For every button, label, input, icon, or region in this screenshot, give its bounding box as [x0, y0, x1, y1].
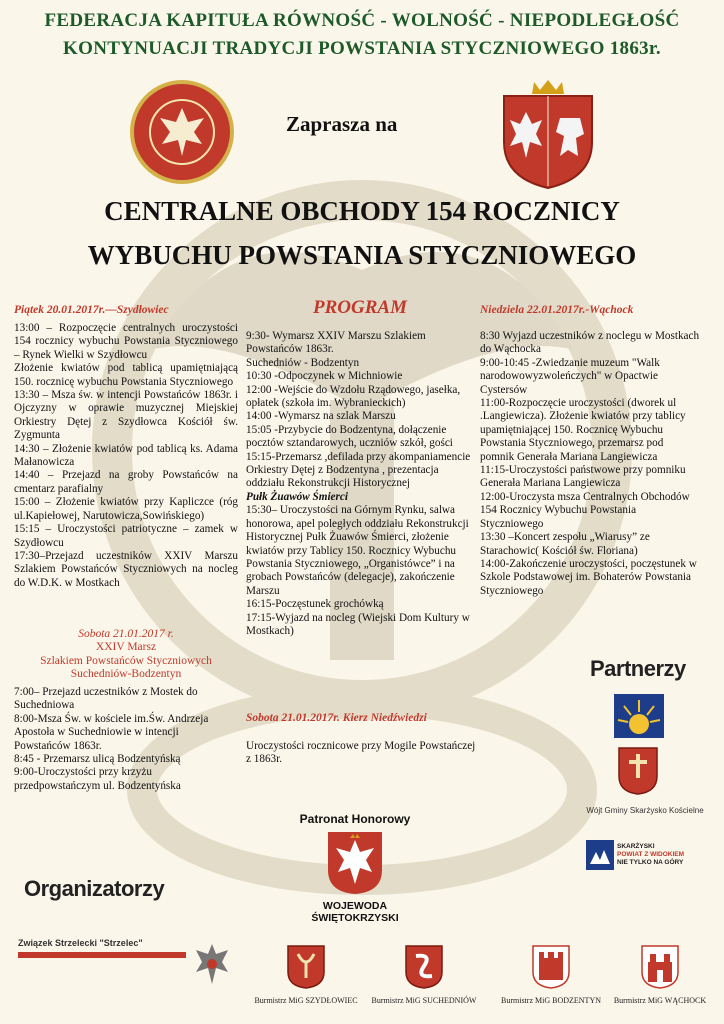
wachock-crest — [640, 944, 680, 990]
schedule-entry: 9:30- Wymarsz XXIV Marszu Szlakiem Powstańców 1863r. — [246, 330, 426, 356]
szydlowiec-crest — [286, 944, 326, 990]
saturday-date: Sobota 21.01.2017 r. — [78, 628, 174, 640]
march-route: Suchedniów-Bodzentyn — [70, 668, 182, 681]
schedule-entry: 12:00 -Wejście do Wzdołu Rządowego, jasełka, opłatek (szkoła im. Wybranieckich) — [246, 383, 461, 410]
schedule-entry: 8:00-Msza Św. w kościele im.Św. Andrzeja Apostoła w Suchedniowie w intencji Powstańców 1863r. — [14, 712, 209, 752]
federation-badge-logo — [128, 78, 236, 186]
partner-sunburst-logo — [614, 694, 664, 738]
burmistrz-caption: Burmistrz MiG BODZENTYN — [501, 996, 601, 1005]
schedule-entry: 11:15-Uroczystości państwowe przy pomniku Generała Mariana Langiewicza — [480, 464, 686, 490]
schedule-entry: 10:30 -Odpoczynek w Michniowie — [246, 370, 403, 383]
march-schedule — [246, 330, 476, 638]
voivode-eagle-shield — [326, 830, 384, 896]
partners-label: Partnerzy — [590, 656, 686, 681]
schedule-entry: 12:00-Uroczysta msza Centralnych Obchodów 154 Rocznicy Wybuchu Powstania Styczniowego — [480, 490, 690, 530]
schedule-entry: 15:00 – Złożenie kwiatów przy Kapliczce (róg ul.Kapiełowej, Narutowicza,Sowińskiego) — [14, 496, 238, 522]
schedule-entry: 15:15 – Uroczystości patriotyczne – zamek w Szydłowcu — [14, 523, 238, 549]
main-title-line-2: WYBUCHU POWSTANIA STYCZNIOWEGO — [87, 240, 637, 270]
main-title-line-1: CENTRALNE OBCHODY 154 ROCZNICY — [104, 196, 620, 226]
schedule-entry: 17:30–Przejazd uczestników XXIV Marszu Szlakiem Powstańców Styczniowych na nocleg do W.D.K. w Mostkach — [14, 549, 238, 589]
bodzentyn-crest — [531, 944, 571, 990]
strzelec-name: Związek Strzelecki "Strzelec" — [18, 938, 143, 948]
strzelec-eagle-logo — [190, 940, 234, 990]
schedule-entry: 14:00 -Wymarsz na szlak Marszu — [246, 410, 396, 423]
kierz-schedule — [246, 740, 476, 767]
patronat-label: Patronat Honorowy — [299, 812, 411, 826]
schedule-entry: Uroczystości rocznicowe przy Mogile Powstańczej z 1863r. — [246, 740, 476, 766]
friday-schedule — [14, 322, 238, 590]
schedule-entry: 11:00-Rozpoczęcie uroczystości (dworek ul .Langiewicza). Złożenie kwiatów przy tablicy upamiętniającej 150. Rocznicę Wybuchu Powstania Styczniowego, przemarsz pod pomnik Generała Mariana Langiewicza — [480, 397, 686, 463]
schedule-entry: 14:40 – Przejazd na groby Powstańców na cmentarz parafialny — [14, 469, 238, 495]
saturday-schedule — [14, 686, 238, 793]
voivode-line-2: ŚWIĘTOKRZYSKI — [311, 912, 399, 924]
schedule-entry: 14:30 – Złożenie kwiatów pod tablicą ks. Adama Małanowicza — [14, 442, 238, 469]
schedule-entry: 16:15-Poczęstunek grochówką — [246, 598, 384, 611]
suchedniow-crest — [404, 944, 444, 990]
powiat-line-1: SKARŻYSKI — [617, 843, 655, 850]
schedule-entry: Suchedniów - Bodzentyn — [246, 356, 360, 369]
skarzysko-koscielne-crest — [617, 746, 659, 796]
schedule-entry: 13:30 –Koncert zespołu „Wiarusy” ze Starachowic( Kościół św. Floriana) — [480, 531, 650, 557]
schedule-entry: 9:00-10:45 -Zwiedzanie muzeum "Walk narodowowyzwoleńczych" w Opactwie Cystersów — [480, 356, 660, 396]
march-name: XXIV Marsz — [95, 641, 157, 654]
schedule-entry: 15:15-Przemarsz ,defilada przy akompaniamencie Orkiestry Dętej z Bodzentyna , prezentacja oddziału Rekonstrukcji Historycznej — [246, 450, 471, 490]
schedule-entry: Złożenie kwiatów pod tablicą upamiętniającą 150. rocznicę wybuchu Powstania Styczniowego — [14, 362, 238, 388]
voivode-text — [280, 900, 430, 924]
burmistrz-caption: Burmistrz MiG SZYDŁOWIEC — [254, 996, 358, 1005]
sunday-heading: Niedziela 22.01.2017r.-Wąchock — [480, 304, 634, 316]
powiat-text — [617, 843, 721, 867]
powiat-line-3: NIE TYLKO NA GÓRY — [617, 859, 684, 866]
schedule-entry: 17:15-Wyjazd na nocleg (Wiejski Dom Kultury w Mostkach) — [246, 611, 470, 637]
burmistrz-caption: Burmistrz MiG SUCHEDNIÓW — [371, 996, 477, 1005]
sunday-schedule — [480, 330, 700, 598]
schedule-entry: Pułk Żuawów Śmierci — [246, 490, 348, 503]
march-route-title: Szlakiem Powstańców Styczniowych — [40, 654, 212, 667]
friday-heading: Piątek 20.01.2017r.—Szydłowiec — [14, 304, 169, 316]
schedule-entry: 8:45 - Przemarsz ulicą Bodzentyńską — [14, 753, 181, 766]
strzelec-red-bar — [18, 952, 186, 958]
kierz-heading: Sobota 21.01.2017r. Kierz Niedźwiedzi — [246, 712, 427, 724]
invite-text: Zaprasza na — [286, 112, 398, 136]
burmistrz-caption: Burmistrz MiG WĄCHOCK — [613, 996, 707, 1005]
voivode-line-1: WOJEWODA — [322, 900, 388, 912]
partner-caption: Wójt Gminy Skarżysko Kościelne — [586, 806, 704, 815]
program-label: PROGRAM — [313, 297, 407, 318]
schedule-entry: 14:00-Zakończenie uroczystości, poczęstunek w Szkole Podstawowej im. Bohaterów Powstania Styczniowego — [480, 557, 697, 597]
schedule-entry: 9:00-Uroczystości przy krzyżu przedpowstańczym ul. Bodzentyńska — [14, 766, 181, 792]
header-line-2: KONTYNUACJI TRADYCJI POWSTANIA STYCZNIOWEGO 1863r. — [63, 38, 661, 59]
schedule-entry: 13:00 – Rozpoczęcie centralnych uroczystości 154 rocznicy wybuchu Powstania Styczniowego – Rynek Wielki w Szydłowcu — [14, 322, 238, 361]
schedule-entry: 13:30 – Msza św. w intencji Powstańców 1863r. i Ojczyzny w oprawie muzycznej Miejskiej Orkiestry Dętej z Szydłowca Kościół św. Zygmunta — [14, 389, 238, 442]
coat-of-arms-logo — [498, 78, 598, 190]
organizers-label: Organizatorzy — [24, 876, 165, 901]
schedule-entry: 15:30– Uroczystości na Górnym Rynku, salwa honorowa, apel poległych oddziału Rekonstrukcji Historycznej Pułk Żuawów Śmierci, złożenie kwiatów przy Tablicy 150. Rocznicy Wybuchu Powstania Styczniowego, „Organistówce” i na grobach Powstańców (delegacje), zakończenie Marszu — [246, 504, 469, 597]
schedule-entry: 7:00– Przejazd uczestników z Mostek do Suchedniowa — [14, 686, 198, 712]
saturday-march-section — [14, 628, 238, 682]
header-line-1: FEDERACJA KAPITUŁA RÓWNOŚĆ - WOLNOŚĆ - NIEPODLEGŁOŚĆ — [44, 10, 680, 31]
schedule-entry: 15:05 -Przybycie do Bodzentyna, dołączenie pocztów sztandarowych, uczniów szkół, gości — [246, 423, 453, 450]
schedule-entry: 8:30 Wyjazd uczestników z noclegu w Mostkach do Wąchocka — [480, 330, 700, 356]
powiat-line-2: POWIAT Z WIDOKIEM — [617, 851, 685, 858]
